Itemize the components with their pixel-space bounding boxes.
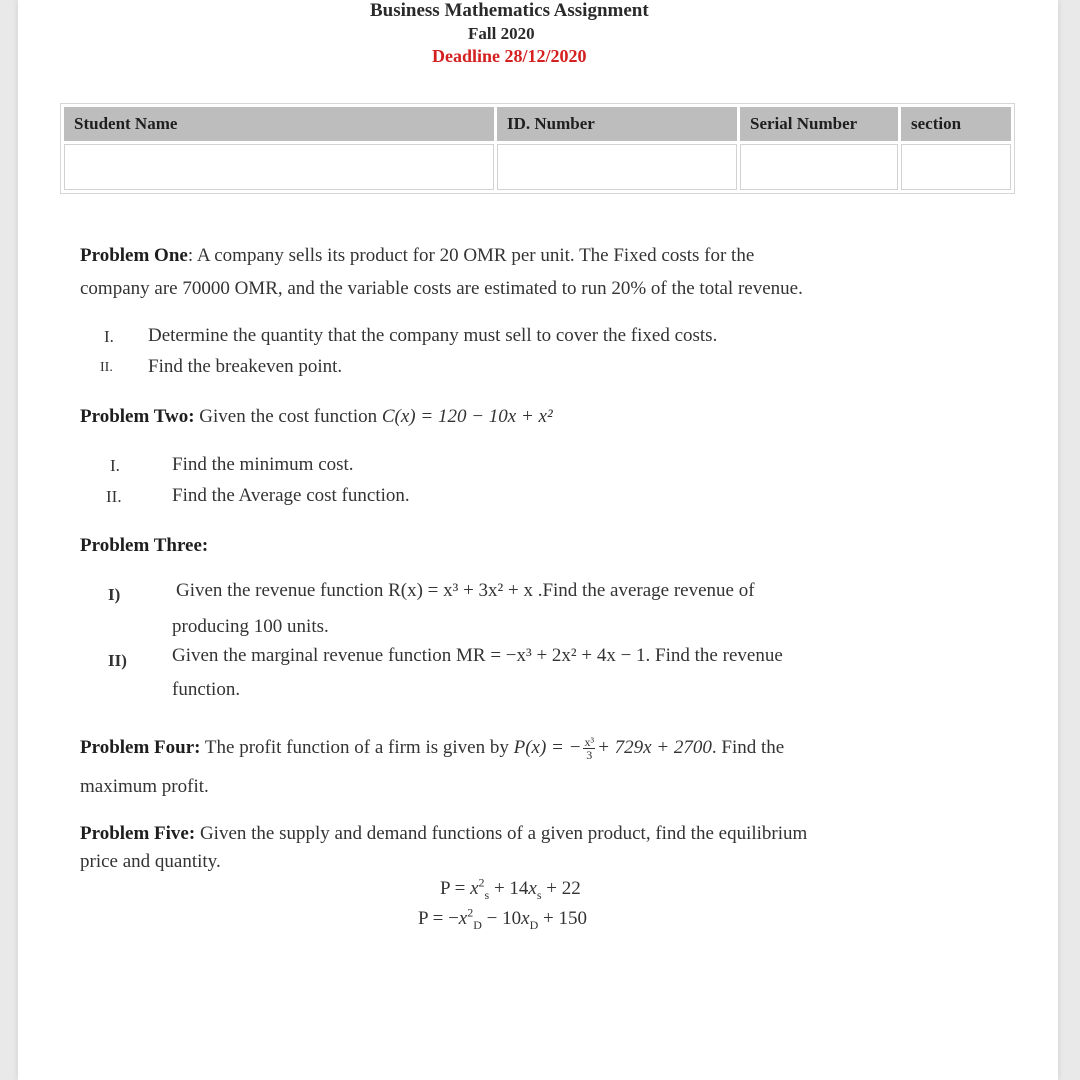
problem-four-line2: maximum profit. bbox=[80, 776, 209, 797]
problem-four-line1 bbox=[80, 732, 784, 764]
problem-five-label: Problem Five: bbox=[80, 823, 196, 844]
problem-four-label: Problem Four: bbox=[80, 737, 201, 758]
demand-equation-text: $P = -x^2_D - 10x_D + 150$ bbox=[418, 906, 587, 933]
problem-one-line2: company are 70000 OMR, and the variable costs are estimated to run 20% of the total revenue. bbox=[80, 278, 803, 299]
problem-three-item1-line2: producing 100 units. bbox=[172, 616, 329, 637]
fraction-numerator: x³ bbox=[584, 735, 595, 750]
problem-two-line bbox=[80, 401, 553, 433]
problem-three-item1-num: I) bbox=[108, 585, 121, 604]
problem-three-item2-line1: Given the marginal revenue function MR = −x³ + 2x² + 4x − 1. Find the revenue bbox=[172, 645, 783, 666]
problem-three-item2-line2: function. bbox=[172, 679, 241, 700]
problem-four-text-b: . Find the bbox=[711, 737, 785, 758]
student-name-header: Student Name bbox=[64, 107, 494, 141]
problem-one-line1 bbox=[80, 240, 754, 272]
student-name-cell[interactable] bbox=[64, 144, 494, 190]
problem-two-text: Given the cost function bbox=[199, 406, 378, 427]
problem-five-text-a: Given the supply and demand functions of a given product, find the equilibrium bbox=[199, 823, 808, 844]
section-cell[interactable] bbox=[901, 144, 1011, 190]
problem-three-item1-line1: Given the revenue function R(x) = x³ + 3x² + x .Find the average revenue of bbox=[176, 580, 755, 601]
deadline-label: Deadline 28/12/2020 bbox=[432, 46, 587, 66]
problem-one-item2-text: Find the breakeven point. bbox=[148, 356, 343, 377]
table-header-row bbox=[64, 107, 1011, 141]
demand-equation bbox=[418, 906, 587, 933]
problem-one-item2-num: II. bbox=[100, 360, 113, 375]
serial-number-cell[interactable] bbox=[740, 144, 898, 190]
problem-two-item1-text: Find the minimum cost. bbox=[172, 454, 354, 475]
problem-two-label: Problem Two: bbox=[80, 406, 195, 427]
problem-three-item2-num: II) bbox=[108, 651, 127, 670]
cost-function-formula: C(x) = 120 − 10x + x² bbox=[381, 406, 553, 427]
problem-two-item2-text: Find the Average cost function. bbox=[172, 485, 410, 506]
supply-equation-text: $P = x^2_s + 14x_s + 22$ bbox=[440, 876, 581, 903]
profit-formula-b: + 729x + 2700 bbox=[597, 737, 712, 758]
assignment-title: Business Mathematics Assignment bbox=[370, 0, 649, 21]
problem-two-item2-num: II. bbox=[106, 487, 122, 506]
problem-three-label: Problem Three: bbox=[80, 535, 209, 556]
problem-one-item1-num: I. bbox=[104, 327, 114, 346]
id-number-cell[interactable] bbox=[497, 144, 737, 190]
problem-two-item1-num: I. bbox=[110, 456, 120, 475]
id-number-header: ID. Number bbox=[497, 107, 737, 141]
profit-formula-a: P(x) = − bbox=[513, 737, 582, 758]
fraction-denominator: 3 bbox=[586, 748, 593, 763]
problem-one-item1-text: Determine the quantity that the company must sell to cover the fixed costs. bbox=[148, 325, 718, 346]
problem-one-text-a: : A company sells its product for 20 OMR per unit. The Fixed costs for the bbox=[187, 245, 755, 266]
problem-one-label: Problem One bbox=[80, 245, 188, 266]
table-input-row bbox=[64, 144, 1011, 190]
student-info-table bbox=[60, 103, 1015, 194]
term-label: Fall 2020 bbox=[468, 24, 535, 43]
problem-four-text-a: The profit function of a firm is given by bbox=[204, 737, 509, 758]
profit-formula-fraction bbox=[583, 736, 595, 761]
supply-equation bbox=[440, 876, 581, 903]
section-header: section bbox=[901, 107, 1011, 141]
serial-number-header: Serial Number bbox=[740, 107, 898, 141]
problem-five-line2: price and quantity. bbox=[80, 851, 221, 872]
